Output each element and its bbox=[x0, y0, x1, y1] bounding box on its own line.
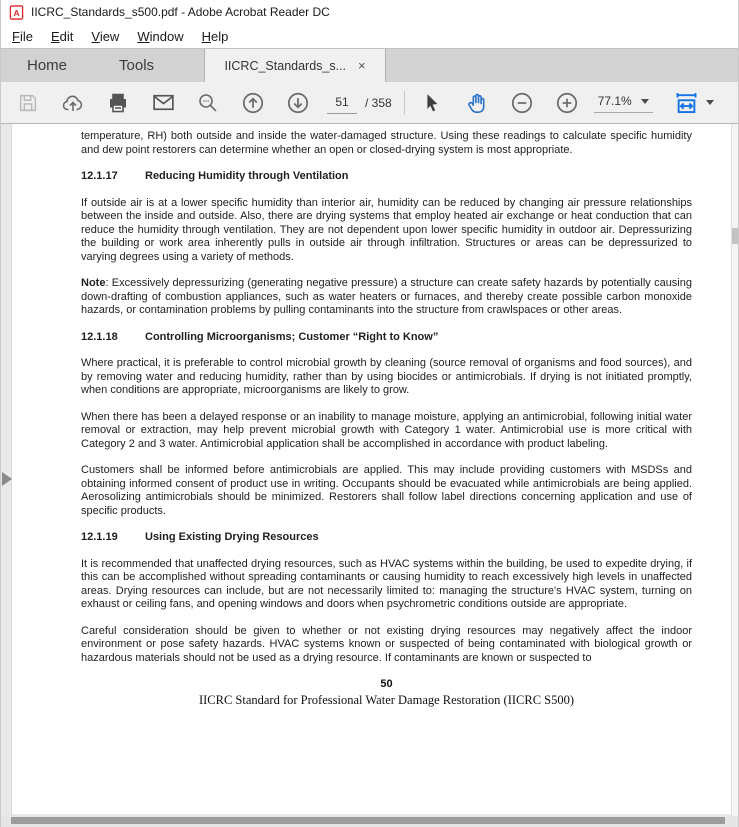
paragraph: Customers shall be informed before antimicrobials are applied. This may include providing customers with MSDSs and obtaining informed consent of product use in writing. Occupants should be evacuated while antimicrobials are being applied. Aerosolizing antimicrobials should be minimized. Restorers shall follow label directions concerning application and use of specific products. bbox=[81, 464, 692, 517]
tab-document-label: IICRC_Standards_s... bbox=[224, 58, 347, 73]
menu-edit[interactable]: Edit bbox=[50, 28, 74, 44]
note-text: : Excessively depressurizing (generating negative pressure) a structure can create safety hazards by potentially causing down-drafting of combustion appliances, such as water heaters or furnaces, and thereby create possible carbon monoxide hazards, or contamination problems by pulling contaminants into the structure from crawlspaces or other areas. bbox=[81, 277, 692, 316]
page-up-icon bbox=[240, 90, 266, 116]
printer-icon bbox=[106, 91, 130, 115]
section-heading bbox=[81, 331, 692, 345]
vertical-scrollbar[interactable] bbox=[731, 124, 738, 816]
envelope-icon bbox=[151, 90, 176, 115]
cloud-upload-icon bbox=[61, 91, 85, 115]
hand-tool-button[interactable] bbox=[462, 88, 492, 118]
share-button[interactable] bbox=[58, 88, 88, 118]
section-heading bbox=[81, 170, 692, 184]
paragraph: When there has been a delayed response or an inability to manage moisture, applying an antimicrobial, following initial water removal or extraction, may help prevent microbial growth with Category 1 water. Antimicrobial use is more critical with Category 2 and 3 water. Antimicrobial application shall be accomplished in accordance with product labeling. bbox=[81, 410, 692, 450]
chevron-right-icon bbox=[2, 472, 12, 486]
fit-width-icon bbox=[673, 89, 700, 116]
zoom-in-icon bbox=[554, 90, 580, 116]
paragraph: temperature, RH) both outside and inside the water-damaged structure. Using these readings to calculate specific humidity and dew point restorers can determine whether an open or closed-drying system is most appropriate. bbox=[81, 130, 692, 156]
page-footer-title: IICRC Standard for Professional Water Damage Restoration (IICRC S500) bbox=[198, 693, 575, 707]
tab-home[interactable]: Home bbox=[27, 57, 68, 74]
note-paragraph bbox=[81, 277, 692, 318]
title-bar bbox=[1, 0, 738, 24]
page-down-icon bbox=[285, 90, 311, 116]
next-page-button[interactable] bbox=[283, 88, 313, 118]
svg-text:A: A bbox=[13, 7, 20, 18]
zoom-out-button[interactable] bbox=[507, 88, 537, 118]
paragraph: Careful consideration should be given to whether or not existing drying resources may negatively affect the indoor environment or pose safety hazards. HVAC systems known or suspected of being contaminated with biological growth or hazardous materials should not be used as a drying resource. If contaminants are known or suspected to bbox=[81, 624, 692, 664]
chevron-down-icon bbox=[706, 100, 714, 105]
window-title: IICRC_Standards_s500.pdf - Adobe Acrobat Reader DC bbox=[31, 5, 330, 19]
menu-help[interactable]: Help bbox=[201, 28, 229, 44]
search-button[interactable] bbox=[193, 88, 223, 118]
section-number: 12.1.18 bbox=[81, 330, 118, 343]
pdf-page bbox=[12, 124, 733, 814]
previous-page-button[interactable] bbox=[238, 88, 268, 118]
page-number-input[interactable] bbox=[327, 92, 357, 114]
fit-width-dropdown[interactable] bbox=[673, 89, 714, 116]
zoom-level-dropdown[interactable] bbox=[594, 92, 653, 113]
cursor-arrow-icon bbox=[421, 92, 443, 114]
horizontal-scrollbar[interactable] bbox=[1, 816, 738, 827]
vertical-scrollbar-thumb[interactable] bbox=[732, 228, 738, 244]
menu-bar bbox=[1, 24, 738, 48]
tab-tools[interactable]: Tools bbox=[119, 57, 155, 74]
page-navigation bbox=[327, 92, 392, 114]
hand-tool-icon bbox=[464, 90, 490, 116]
menu-file[interactable]: File bbox=[12, 28, 33, 44]
paragraph: Where practical, it is preferable to control microbial growth by cleaning (source removal of organisms and food sources), and by removing water and reducing humidity, rather than by using biocides or antimicrobials. If drying is not initiated promptly, when conditions are appropriate, microorganisms are likely to grow. bbox=[81, 357, 692, 396]
menu-window[interactable]: Window bbox=[137, 28, 184, 44]
save-icon bbox=[17, 92, 39, 114]
zoom-in-button[interactable] bbox=[552, 88, 582, 118]
toolbar-divider bbox=[404, 91, 405, 115]
email-button[interactable] bbox=[148, 88, 178, 118]
document-area bbox=[1, 124, 738, 827]
note-label: Note bbox=[81, 277, 106, 289]
select-tool-button[interactable] bbox=[417, 88, 447, 118]
page-footer-number: 50 bbox=[380, 678, 393, 690]
paragraph: If outside air is at a lower specific humidity than interior air, humidity can be reduced by changing air pressure relationships between the inside and outside. Also, there are drying systems that employ heated air exchange or heat conduction that can reduce the humidity through ventilation. They are not dependent upon lower specific humidity in outdoor air. Depressurizing the building or work area inherently pulls in outside air through infiltration. Structures or areas can be depressurized to varying degrees using a variety of methods. bbox=[81, 196, 692, 263]
section-heading bbox=[81, 531, 692, 545]
tab-bar bbox=[1, 48, 738, 82]
page-count-label: / 358 bbox=[365, 95, 392, 110]
menu-view[interactable]: View bbox=[91, 28, 120, 44]
main-toolbar bbox=[1, 82, 738, 124]
zoom-level-label: 77.1% bbox=[597, 94, 632, 108]
section-number: 12.1.17 bbox=[81, 170, 118, 182]
search-icon bbox=[196, 91, 220, 115]
print-button[interactable] bbox=[103, 88, 133, 118]
close-icon[interactable]: × bbox=[358, 58, 366, 73]
tab-document[interactable] bbox=[204, 49, 386, 82]
pdf-file-icon bbox=[9, 5, 24, 20]
section-title: Reducing Humidity through Ventilation bbox=[145, 170, 349, 182]
section-number: 12.1.19 bbox=[81, 531, 118, 543]
zoom-out-icon bbox=[509, 90, 535, 116]
horizontal-scrollbar-thumb[interactable] bbox=[11, 817, 725, 824]
chevron-down-icon bbox=[641, 99, 649, 104]
section-title: Using Existing Drying Resources bbox=[145, 531, 319, 543]
paragraph: It is recommended that unaffected drying resources, such as HVAC systems within the building, be used to expedite drying, if this can be accomplished without spreading contaminants or causing humidity to reach excessively high levels in unaffected areas. Drying resources can include, but are not necessarily limited to: managing the structure's HVAC system, turning on exhaust or ceiling fans, and opening windows and doors when psychrometric conditions outside are appropriate. bbox=[81, 557, 692, 610]
section-title: Controlling Microorganisms; Customer “Right to Know” bbox=[145, 330, 439, 343]
save-button[interactable] bbox=[13, 88, 43, 118]
